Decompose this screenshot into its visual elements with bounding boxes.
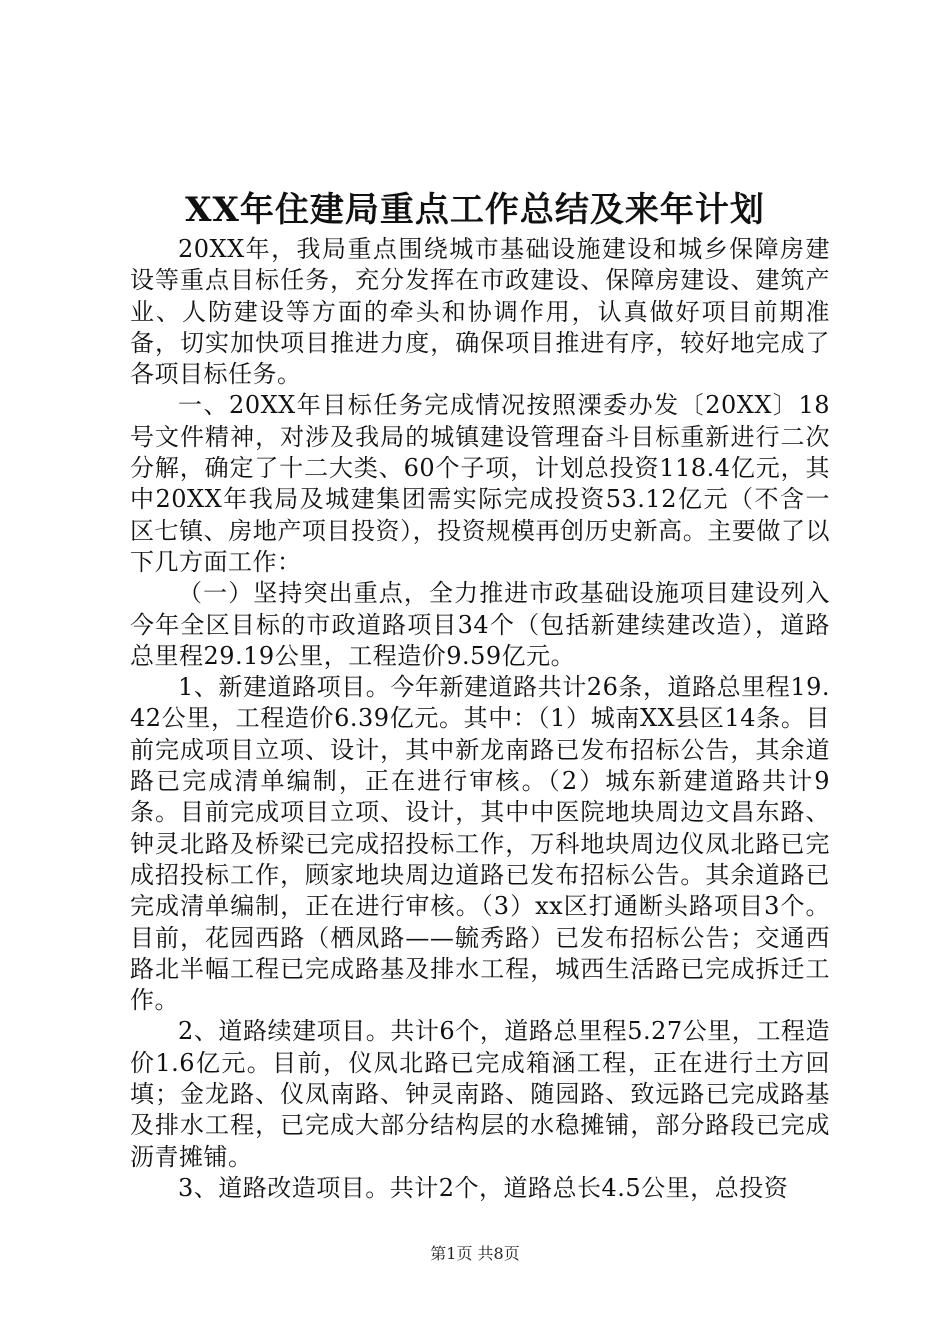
- paragraph-continued-roads: 2、道路续建项目。共计6个，道路总里程5.27公里，工程造价1.6亿元。目前，仪凤北路已完成箱涵工程，正在进行土方回填；金龙路、仪凤南路、钟灵南路、随园路、致远路已完成路基及排水工程，已完成大部分结构层的水稳摊铺，部分路段已完成沥青摊铺。: [130, 1017, 830, 1171]
- paragraph-subsection-one: （一）坚持突出重点，全力推进市政基础设施项目建设列入今年全区目标的市政道路项目34个（包括新建续建改造），道路总里程29.19公里，工程造价9.59亿元。: [130, 579, 830, 670]
- document-body: [130, 234, 830, 1204]
- document-title: XX年住建局重点工作总结及来年计划: [185, 190, 765, 230]
- paragraph-road-renovation: 3、道路改造项目。共计2个，道路总长4.5公里，总投资: [178, 1173, 789, 1202]
- paragraph-new-roads: 1、新建道路项目。今年新建道路共计26条，道路总里程19.42公里，工程造价6.39亿元。其中：（1）城南XX县区14条。目前完成项目立项、设计，其中新龙南路已发布招标公告，其余道路已完成清单编制，正在进行审核。（2）城东新建道路共计9条。目前完成项目立项、设计，其中中医院地块周边文昌东路、钟灵北路及桥梁已完成招投标工作，万科地块周边仪凤北路已完成招投标工作，顾家地块周边道路已发布招标公告。其余道路已完成清单编制，正在进行审核。（3）xx区打通断头路项目3个。目前，花园西路（栖凤路——毓秀路）已发布招标公告；交通西路北半幅工程已完成路基及排水工程，城西生活路已完成拆迁工作。: [130, 673, 830, 1015]
- paragraph-section-one: 一、20XX年目标任务完成情况按照溧委办发〔20XX〕18号文件精神，对涉及我局的城镇建设管理奋斗目标重新进行二次分解，确定了十二大类、60个子项，计划总投资118.4亿元，其中20XX年我局及城建集团需实际完成投资53.12亿元（不含一区七镇、房地产项目投资），投资规模再创历史新高。主要做了以下几方面工作：: [130, 391, 830, 576]
- page-footer: 第1页 共8页: [430, 1244, 520, 1263]
- paragraph-intro: 20XX年，我局重点围绕城市基础设施建设和城乡保障房建设等重点目标任务，充分发挥在市政建设、保障房建设、建筑产业、人防建设等方面的牵头和协调作用，认真做好项目前期准备，切实加快项目推进力度，确保项目推进有序，较好地完成了各项目标任务。: [130, 235, 830, 389]
